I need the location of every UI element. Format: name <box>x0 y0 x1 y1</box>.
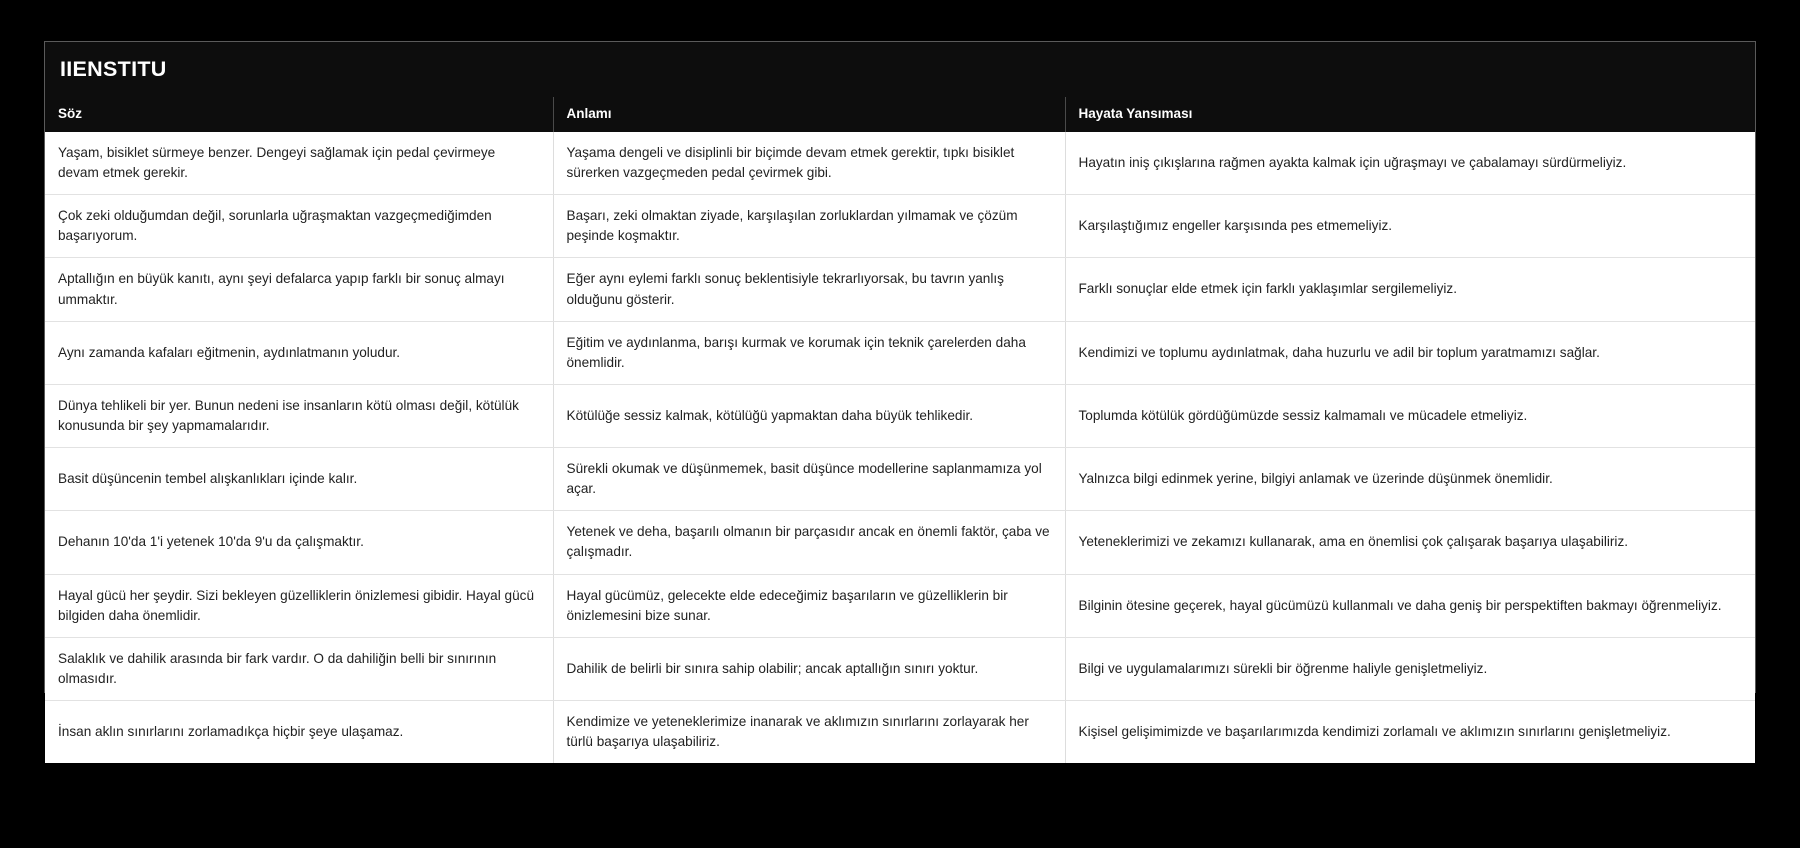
cell-anlami: Eğer aynı eylemi farklı sonuç beklentisiyle tekrarlıyorsak, bu tavrın yanlış olduğunu gösterir. <box>553 258 1065 321</box>
cell-soz: Salaklık ve dahilik arasında bir fark vardır. O da dahiliğin belli bir sınırının olmasıdır. <box>45 637 553 700</box>
table-row <box>45 637 1755 700</box>
cell-anlami: Dahilik de belirli bir sınıra sahip olabilir; ancak aptallığın sınırı yoktur. <box>553 637 1065 700</box>
cell-yansima: Farklı sonuçlar elde etmek için farklı yaklaşımlar sergilemeliyiz. <box>1065 258 1755 321</box>
cell-anlami: Yaşama dengeli ve disiplinli bir biçimde devam etmek gerektir, tıpkı bisiklet sürerken vazgeçmeden pedal çevirmek gibi. <box>553 132 1065 195</box>
table-row <box>45 384 1755 447</box>
cell-soz: Aptallığın en büyük kanıtı, aynı şeyi defalarca yapıp farklı bir sonuç almayı ummaktır. <box>45 258 553 321</box>
table-header-row <box>45 97 1755 132</box>
cell-soz: İnsan aklın sınırlarını zorlamadıkça hiçbir şeye ulaşamaz. <box>45 700 553 763</box>
cell-yansima: Kendimizi ve toplumu aydınlatmak, daha huzurlu ve adil bir toplum yaratmamızı sağlar. <box>1065 321 1755 384</box>
table-row <box>45 258 1755 321</box>
cell-soz: Dünya tehlikeli bir yer. Bunun nedeni ise insanların kötü olması değil, kötülük konusunda bir şey yapmamalarıdır. <box>45 384 553 447</box>
cell-yansima: Yalnızca bilgi edinmek yerine, bilgiyi anlamak ve üzerinde düşünmek önemlidir. <box>1065 448 1755 511</box>
quotes-card <box>44 41 1756 750</box>
cell-yansima: Bilginin ötesine geçerek, hayal gücümüzü kullanmalı ve daha geniş bir perspektiften bakmayı öğrenmeliyiz. <box>1065 574 1755 637</box>
brand-title: IIENSTITU <box>60 57 167 81</box>
cell-anlami: Eğitim ve aydınlanma, barışı kurmak ve korumak için teknik çarelerden daha önemlidir. <box>553 321 1065 384</box>
cell-anlami: Sürekli okumak ve düşünmemek, basit düşünce modellerine saplanmamıza yol açar. <box>553 448 1065 511</box>
table-row <box>45 195 1755 258</box>
cell-yansima: Bilgi ve uygulamalarımızı sürekli bir öğrenme haliyle genişletmeliyiz. <box>1065 637 1755 700</box>
cell-yansima: Toplumda kötülük gördüğümüzde sessiz kalmamalı ve mücadele etmeliyiz. <box>1065 384 1755 447</box>
quotes-table <box>45 97 1755 763</box>
brand-bar <box>45 42 1755 97</box>
cell-anlami: Kötülüğe sessiz kalmak, kötülüğü yapmaktan daha büyük tehlikedir. <box>553 384 1065 447</box>
cell-soz: Hayal gücü her şeydir. Sizi bekleyen güzelliklerin önizlemesi gibidir. Hayal gücü bilgiden daha önemlidir. <box>45 574 553 637</box>
table-row <box>45 448 1755 511</box>
cell-anlami: Hayal gücümüz, gelecekte elde edeceğimiz başarıların ve güzelliklerin bir önizlemesini bize sunar. <box>553 574 1065 637</box>
table-row <box>45 511 1755 574</box>
table-head <box>45 97 1755 132</box>
cell-yansima: Karşılaştığımız engeller karşısında pes etmemeliyiz. <box>1065 195 1755 258</box>
table-row <box>45 321 1755 384</box>
cell-yansima: Yeteneklerimizi ve zekamızı kullanarak, ama en önemlisi çok çalışarak başarıya ulaşabiliriz. <box>1065 511 1755 574</box>
cell-yansima: Kişisel gelişimimizde ve başarılarımızda kendimizi zorlamalı ve aklımızın sınırlarını genişletmeliyiz. <box>1065 700 1755 763</box>
table-row <box>45 132 1755 195</box>
cell-anlami: Yetenek ve deha, başarılı olmanın bir parçasıdır ancak en önemli faktör, çaba ve çalışmadır. <box>553 511 1065 574</box>
cell-soz: Dehanın 10'da 1'i yetenek 10'da 9'u da çalışmaktır. <box>45 511 553 574</box>
column-header-soz: Söz <box>45 97 553 132</box>
column-header-hayata-yansimasi: Hayata Yansıması <box>1078 106 1193 121</box>
cell-anlami: Kendimize ve yeteneklerimize inanarak ve aklımızın sınırlarını zorlayarak her türlü başarıya ulaşabiliriz. <box>553 700 1065 763</box>
column-header-anlami: Anlamı <box>553 97 1065 132</box>
table-row <box>45 700 1755 763</box>
cell-yansima: Hayatın iniş çıkışlarına rağmen ayakta kalmak için uğraşmayı ve çabalamayı sürdürmeliyiz. <box>1065 132 1755 195</box>
table-row <box>45 574 1755 637</box>
cell-soz: Aynı zamanda kafaları eğitmenin, aydınlatmanın yoludur. <box>45 321 553 384</box>
cell-soz: Yaşam, bisiklet sürmeye benzer. Dengeyi sağlamak için pedal çevirmeye devam etmek gerekir. <box>45 132 553 195</box>
cell-soz: Çok zeki olduğumdan değil, sorunlarla uğraşmaktan vazgeçmediğimden başarıyorum. <box>45 195 553 258</box>
table-body <box>45 132 1755 763</box>
cell-anlami: Başarı, zeki olmaktan ziyade, karşılaşılan zorluklardan yılmamak ve çözüm peşinde koşmaktır. <box>553 195 1065 258</box>
cell-soz: Basit düşüncenin tembel alışkanlıkları içinde kalır. <box>45 448 553 511</box>
